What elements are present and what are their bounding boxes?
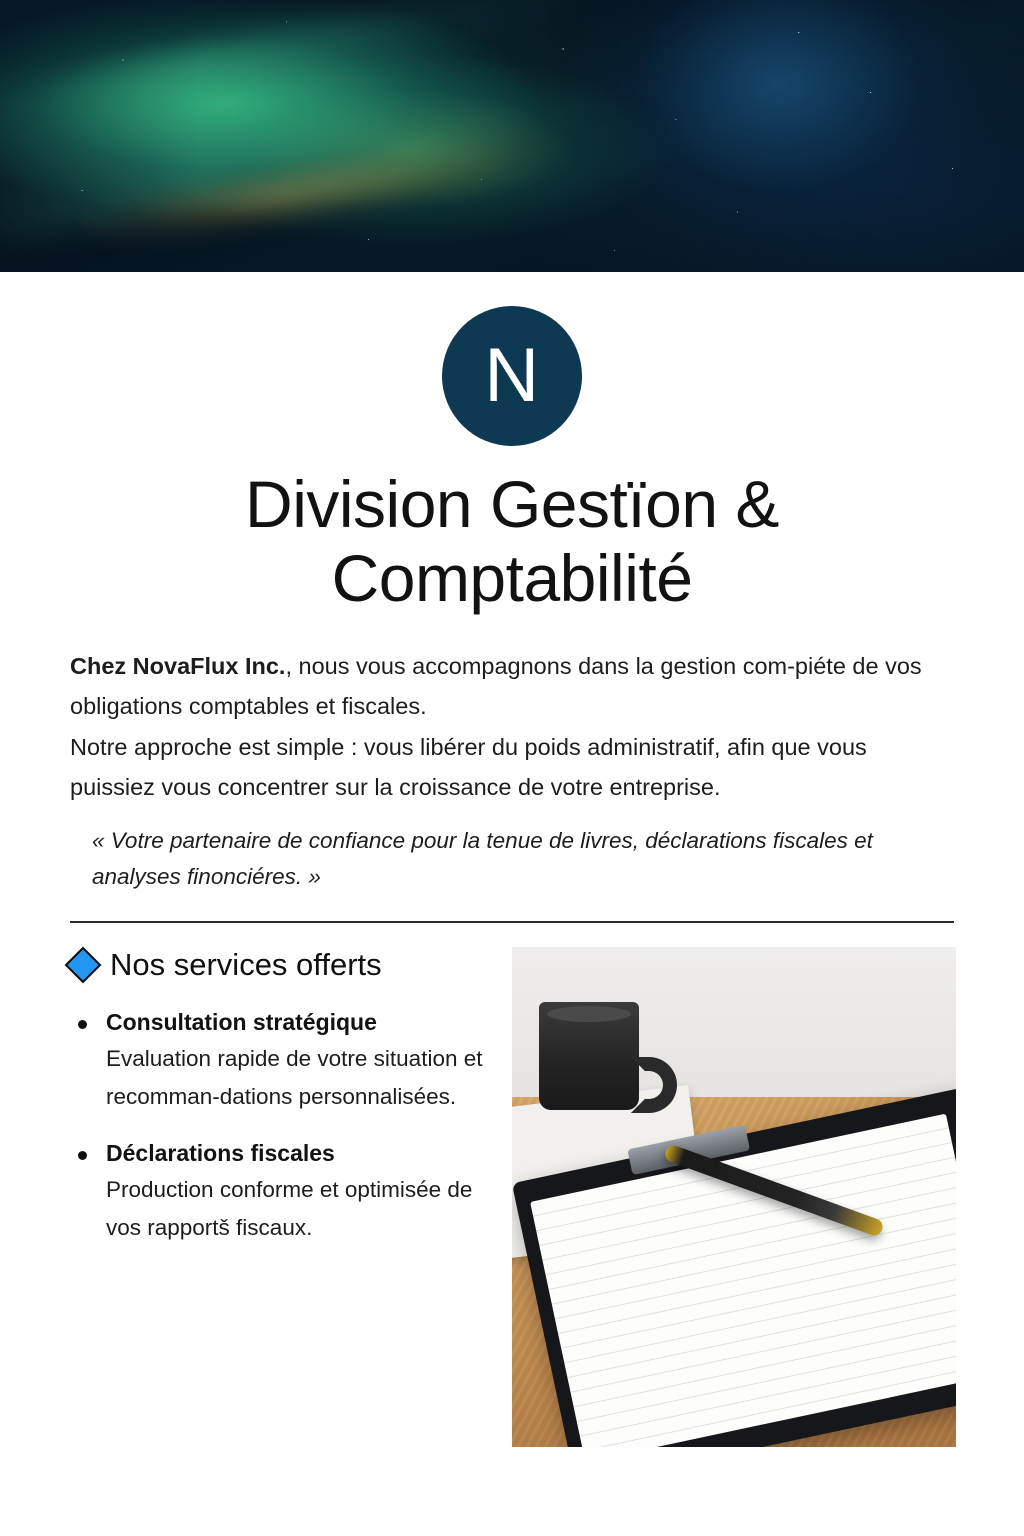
service-name: Déclarations fiscales [106, 1140, 335, 1167]
services-heading: Nos services offerts [110, 947, 382, 983]
company-name: Chez NovaFlux Inc. [70, 652, 286, 679]
blue-diamond-icon [65, 947, 102, 984]
services-section [0, 947, 1024, 1447]
service-description: Production conforme et optimisée de vos rapportš fiscaux. [106, 1177, 473, 1240]
services-heading-row [70, 947, 490, 983]
services-column [70, 947, 490, 1447]
page-title: Division Gestïon & Comptabilité [245, 467, 779, 615]
intro-paragraph-1-text: , nous vous accompagnons dans la gestion com-piéte de vos obligations comptables et fiscales. [70, 652, 922, 720]
service-name: Consultation stratégique [106, 1009, 377, 1036]
hero-aurora-image [0, 0, 1024, 272]
service-description: Evaluation rapide de votre situation et recomman-dations personnalisées. [106, 1046, 483, 1110]
pull-quote: « Votre partenaire de confiance pour la tenue de livres, déclarations fiscales et analyses finonciéres. » [92, 828, 873, 890]
logo-letter: N [484, 333, 540, 418]
intro-paragraph-1 [70, 646, 954, 727]
list-item [70, 1009, 490, 1116]
list-item [70, 1140, 490, 1247]
coffee-mug-icon [539, 1002, 639, 1110]
novaflux-logo [442, 306, 582, 446]
intro-paragraphs [70, 646, 954, 808]
services-list [70, 1009, 490, 1246]
section-divider [70, 921, 954, 923]
desk-photo [512, 947, 956, 1447]
intro-paragraph-2: Notre approche est simple : vous libérer du poids administratif, afin que vous puissiez vous concentrer sur la croissance de votre entreprise. [70, 733, 867, 801]
logo-container [0, 306, 1024, 446]
